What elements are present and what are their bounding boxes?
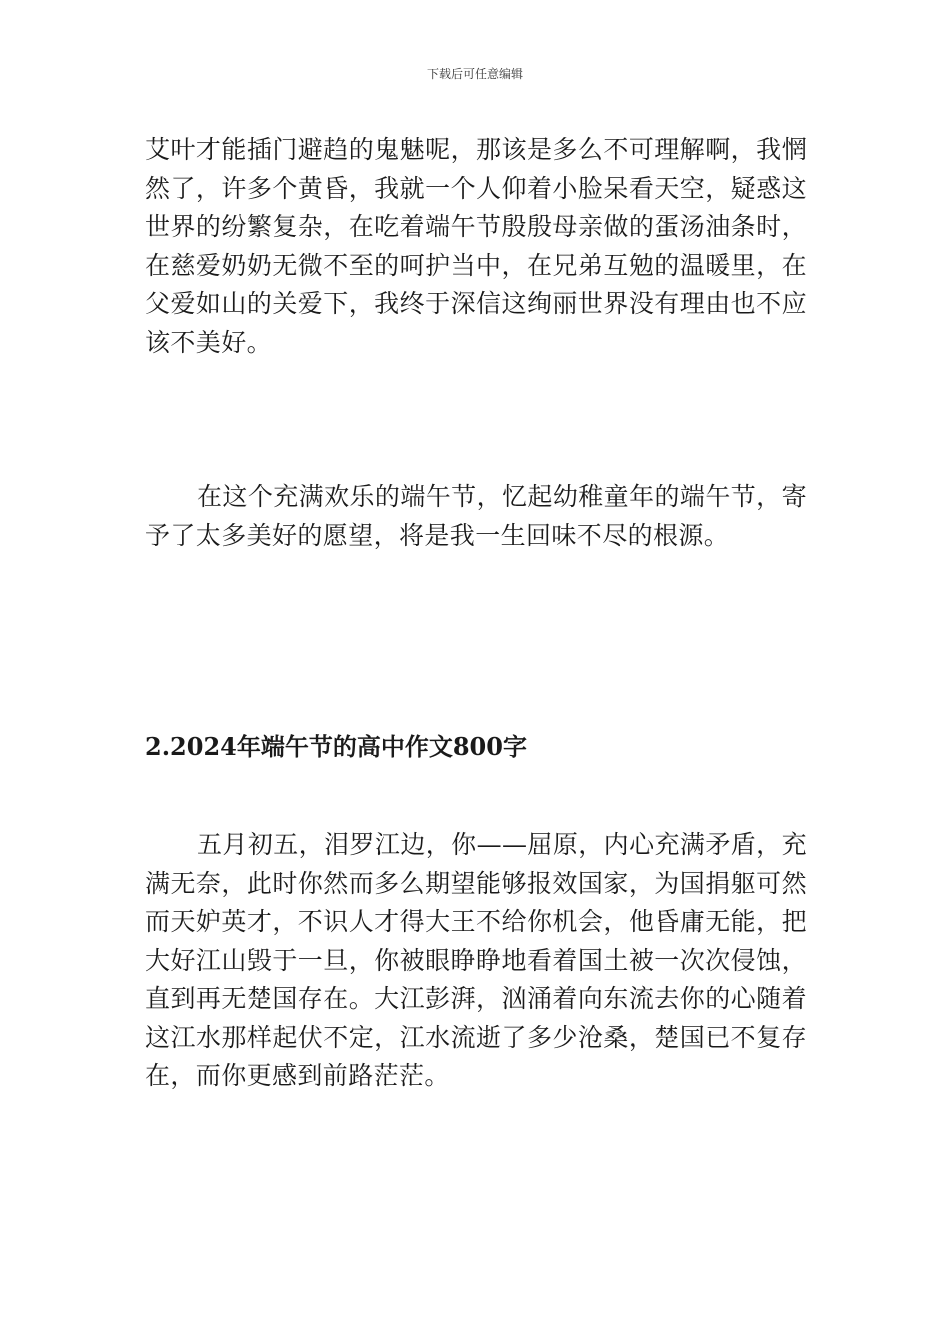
paragraph-continuation: 艾叶才能插门避趋的鬼魅呢，那该是多么不可理解啊，我惘然了，许多个黄昏，我就一个人仰着小脸呆看天空，疑惑这世界的纷繁复杂，在吃着端午节殷殷母亲做的蛋汤油条时，在慈爱奶奶无微不至的呵护当中，在兄弟互勉的温暖里，在父爱如山的关爱下，我终于深信这绚丽世界没有理由也不应该不美好。	[145, 135, 807, 357]
section-heading: 2.2024年端午节的高中作文800字	[145, 732, 527, 761]
paragraph-closing: 在这个充满欢乐的端午节，忆起幼稚童年的端午节，寄予了太多美好的愿望，将是我一生回味不尽的根源。	[145, 482, 807, 550]
page-header-note: 下载后可任意编辑	[426, 67, 523, 81]
paragraph-essay-opening: 五月初五，泪罗江边，你——屈原，内心充满矛盾，充满无奈，此时你然而多么期望能够报效国家，为国捐躯可然而天妒英才，不识人才得大王不给你机会，他昏庸无能，把大好江山毁于一旦，你被眼睁睁地看着国土被一次次侵蚀，直到再无楚国存在。大江彭湃，汹涌着向东流去你的心随着这江水那样起伏不定，江水流逝了多少沧桑，楚国已不复存在，而你更感到前路茫茫。	[145, 830, 807, 1090]
